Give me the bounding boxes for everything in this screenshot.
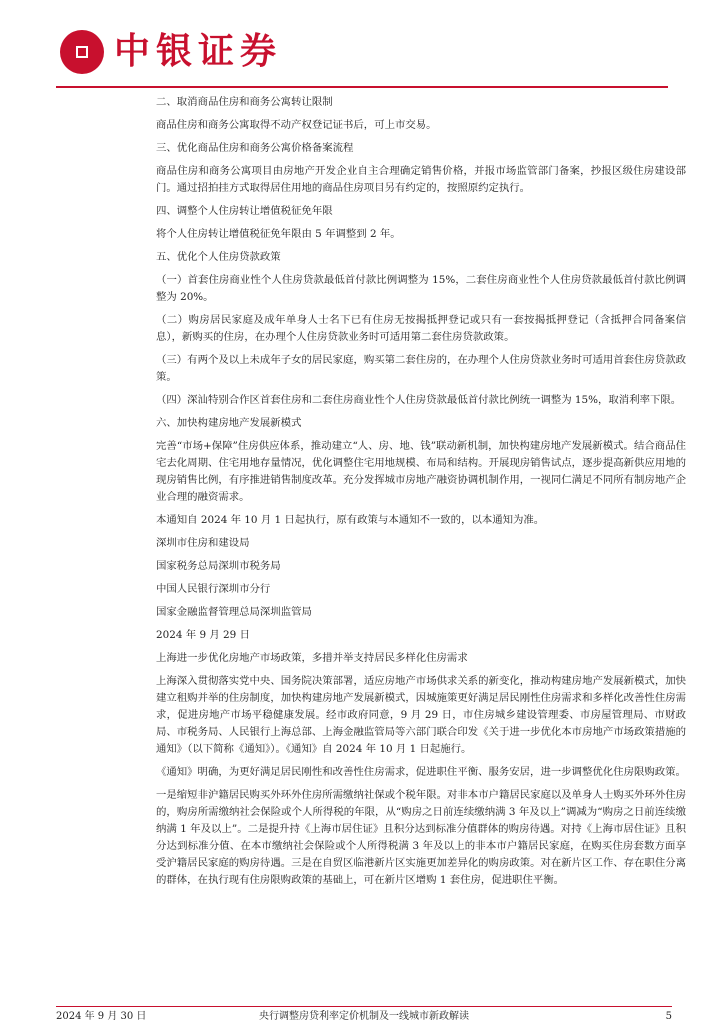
paragraph: 将个人住房转让增值税征免年限由 5 年调整到 2 年。 [156, 228, 401, 240]
page-footer [56, 1011, 672, 1025]
footer-date: 2024 年 9 月 30 日 [56, 1011, 147, 1022]
bank-logo-icon [60, 30, 104, 74]
paragraph: 一是缩短非沪籍居民购买外环外住房所需缴纳社保或个税年限。对非本市户籍居民家庭以及单身人士购买外环外住房的，购房所需缴纳社会保险或个人所得税的年限，从“购房之日前连续缴纳满 3 年及以上”调减为“购房之日前连续缴纳满 1 年及以上”。二是提升持《上海市居住证》且积分达到标准分值群体的购房待遇。对持《上海市居住证》且积分达到标准分值、在本市缴纳社会保险或个人所得税满 3 年及以上的非本市户籍居民家庭，在购买住房套数方面享受沪籍居民家庭的购房待遇。三是在自贸区临港新片区实施更加差异化的购房政策。对在新片区工作、存在职住分离的群体，在执行现有住房限购政策的基础上，可在新片区增购 1 套住房，促进职住平衡。 [156, 789, 686, 886]
paragraph: （一）首套住房商业性个人住房贷款最低首付款比例调整为 15%，二套住房商业性个人住房贷款最低首付款比例调整为 20%。 [156, 274, 686, 303]
section-title-shanghai: 上海进一步优化房地产市场政策，多措并举支持居民多样化住房需求 [156, 652, 468, 664]
document-body [156, 94, 686, 895]
signature-line: 国家金融监督管理总局深圳监管局 [156, 606, 312, 618]
page-header [0, 0, 724, 96]
heading-price-filing: 三、优化商品住房和商务公寓价格备案流程 [156, 142, 354, 154]
signature-line: 国家税务总局深圳市税务局 [156, 560, 281, 572]
footer-title: 央行调整房贷利率定价机制及一线城市新政解读 [259, 1011, 469, 1022]
signature-line: 深圳市住房和建设局 [156, 537, 250, 549]
paragraph: 商品住房和商务公寓取得不动产权登记证书后，可上市交易。 [156, 119, 437, 131]
paragraph: （二）购房居民家庭及成年单身人士名下已有住房无按揭抵押登记或只有一套按揭抵押登记（含抵押合同备案信息），新购买的住房，在办理个人住房贷款业务时可适用第二套住房贷款政策。 [156, 314, 686, 343]
page-number: 5 [665, 1011, 672, 1022]
paragraph: （三）有两个及以上未成年子女的居民家庭，购买第二套住房的，在办理个人住房贷款业务时可适用首套住房贷款政策。 [156, 354, 686, 383]
paragraph: 上海深入贯彻落实党中央、国务院决策部署，适应房地产市场供求关系的新变化，推动构建房地产发展新模式，加快建立租购并举的住房制度，加快构建房地产发展新模式，因城施策更好满足居民刚性住房需求和多样化改善性住房需求，促进房地产市场平稳健康发展。经市政府同意，9 月 29 日，市住房城乡建设管理委、市房屋管理局、市财政局、市税务局、人民银行上海总部、上海金融监管局等六部门联合印发《关于进一步优化本市房地产市场政策措施的通知》（以下简称《通知》）。《通知》自 2024 年 10 月 1 日起施行。 [156, 675, 686, 755]
paragraph: （四）深汕特别合作区首套住房和二套住房商业性个人住房贷款最低首付款比例统一调整为 15%，取消利率下限。 [156, 394, 682, 406]
heading-vat-exemption: 四、调整个人住房转让增值税征免年限 [156, 205, 333, 217]
heading-loan-policy: 五、优化个人住房贷款政策 [156, 251, 281, 263]
heading-new-model: 六、加快构建房地产发展新模式 [156, 417, 302, 429]
paragraph: 本通知自 2024 年 10 月 1 日起执行，原有政策与本通知不一致的，以本通知为准。 [156, 514, 545, 526]
header-divider [56, 86, 668, 88]
brand-name: 中银证券 [114, 31, 283, 72]
paragraph: 《通知》明确，为更好满足居民刚性和改善性住房需求，促进职住平衡、服务安居，进一步调整优化住房限购政策。 [156, 766, 686, 778]
paragraph: 商品住房和商务公寓项目由房地产开发企业自主合理确定销售价格，并报市场监管部门备案，抄报区级住房建设部门。通过招拍挂方式取得居住用地的商品住房项目另有约定的，按照原约定执行。 [156, 165, 686, 194]
heading-cancel-transfer-limit: 二、取消商品住房和商务公寓转让限制 [156, 96, 333, 108]
signature-line: 中国人民银行深圳市分行 [156, 583, 271, 595]
paragraph: 完善“市场+保障”住房供应体系，推动建立“人、房、地、钱”联动新机制，加快构建房地产发展新模式。结合商品住宅去化周期、住宅用地存量情况，优化调整住宅用地规模、布局和结构。开展现房销售试点，逐步提高新供应用地的现房销售比例，有序推进销售制度改革。充分发挥城市房地产融资协调机制作用，一视同仁满足不同所有制房地产企业合理的融资需求。 [156, 440, 686, 503]
footer-divider [56, 1006, 672, 1007]
signature-date: 2024 年 9 月 29 日 [156, 629, 250, 641]
